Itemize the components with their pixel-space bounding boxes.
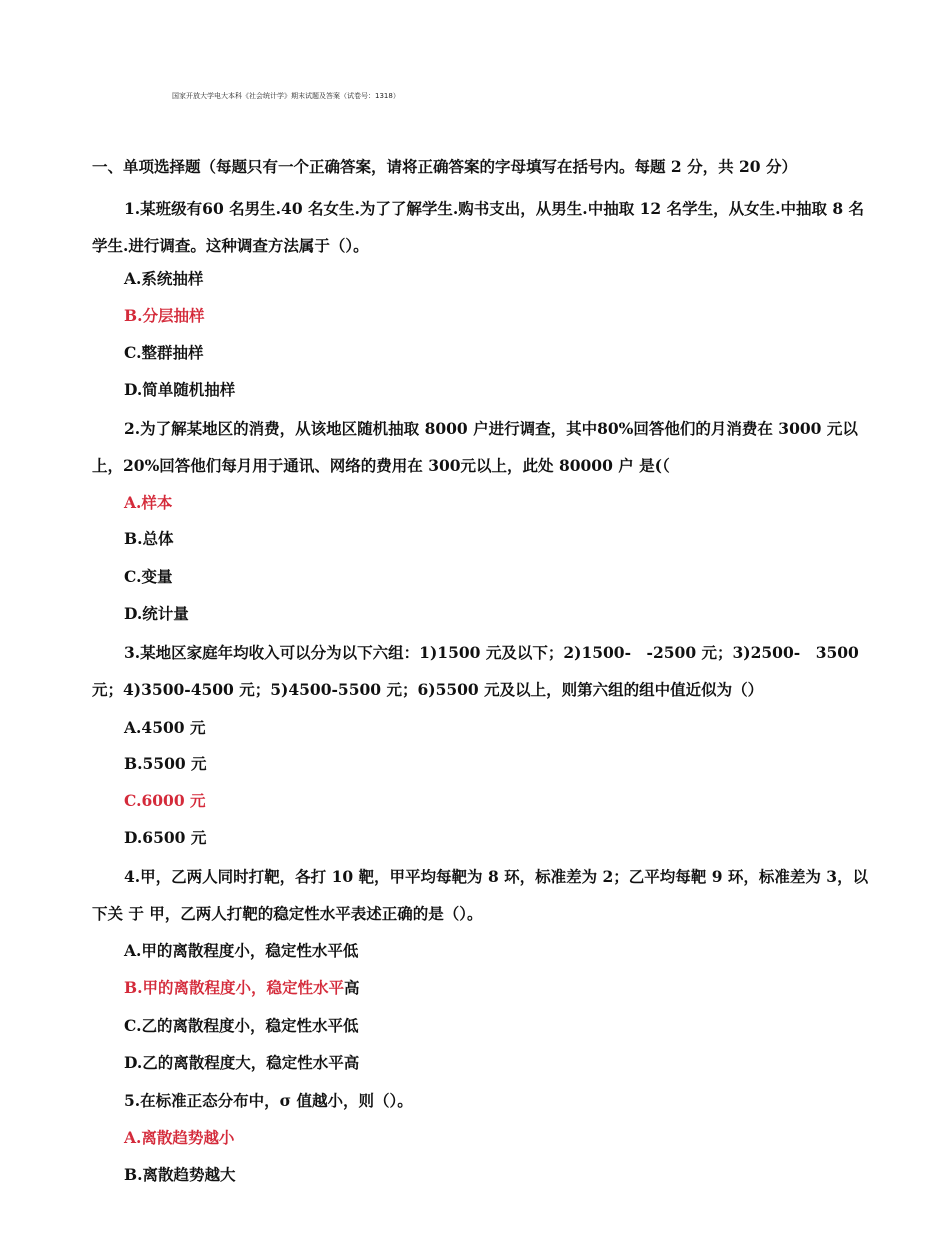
question-4-option-d: D.乙的离散程度大，稳定性水平高 [124, 1053, 360, 1072]
question-5-option-a-correct: A.离散趋势越小 [124, 1128, 235, 1147]
question-4-option-a: A.甲的离散程度小，稳定性水平低 [124, 941, 359, 960]
question-3-option-b: B.5500 元 [124, 754, 207, 773]
question-2-option-a-correct: A.样本 [124, 493, 173, 512]
question-5-option-b: B.离散趋势越大 [124, 1165, 236, 1184]
section-title: 一、单项选择题（每题只有一个正确答案，请将正确答案的字母填写在括号内。每题 2 分，共 20 分） [92, 157, 797, 176]
question-1-option-a: A.系统抽样 [124, 269, 204, 288]
question-4-option-b-highlight: B.甲的离散程度小，稳定性水平 [124, 978, 344, 997]
question-4-option-b-correct [124, 975, 360, 1001]
question-1-option-b-correct: B.分层抽样 [124, 306, 205, 325]
question-2-option-b: B.总体 [124, 529, 174, 548]
question-4-option-b-tail: 高 [344, 978, 360, 997]
question-4-option-c: C.乙的离散程度小，稳定性水平低 [124, 1016, 359, 1035]
question-3-stem: 3.某地区家庭年均收入可以分为以下六组：1)1500 元及以下；2)1500- -2500 元；3)2500- 3500 元；4)3500-4500 元；5)4500-5500 元；6)5500 元及以上，则第六组的组中值近似为（） [92, 643, 859, 699]
question-4-stem: 4.甲，乙两人同时打靶，各打 10 靶，甲平均每靶为 8 环，标准差为 2；乙平均每靶 9 环，标准差为 3，以下关 于 甲，乙两人打靶的稳定性水平表述正确的是（）。 [92, 867, 869, 923]
question-3-option-d: D.6500 元 [124, 828, 207, 847]
question-1-stem: 1.某班级有60 名男生.40 名女生.为了了解学生.购书支出，从男生.中抽取 12 名学生，从女生.中抽取 8 名学生.进行调查。这种调查方法属于（）。 [92, 199, 865, 255]
question-3-option-c-correct: C.6000 元 [124, 791, 206, 810]
question-1-option-d: D.简单随机抽样 [124, 380, 236, 399]
question-5-stem: 5.在标准正态分布中，σ 值越小，则（）。 [124, 1091, 413, 1110]
page-header: 国家开放大学电大本科《社会统计学》期末试题及答案（试卷号：1318） [172, 92, 400, 100]
question-3-option-a: A.4500 元 [124, 718, 206, 737]
question-1-option-c: C.整群抽样 [124, 343, 204, 362]
question-2-option-d: D.统计量 [124, 604, 189, 623]
question-2-stem: 2.为了解某地区的消费，从该地区随机抽取 8000 户进行调查，其中80%回答他们的月消费在 3000 元以上，20%回答他们每月用于通讯、网络的费用在 300元以上，此处 80000 户 是(（ [92, 419, 858, 475]
question-2-option-c: C.变量 [124, 567, 173, 586]
